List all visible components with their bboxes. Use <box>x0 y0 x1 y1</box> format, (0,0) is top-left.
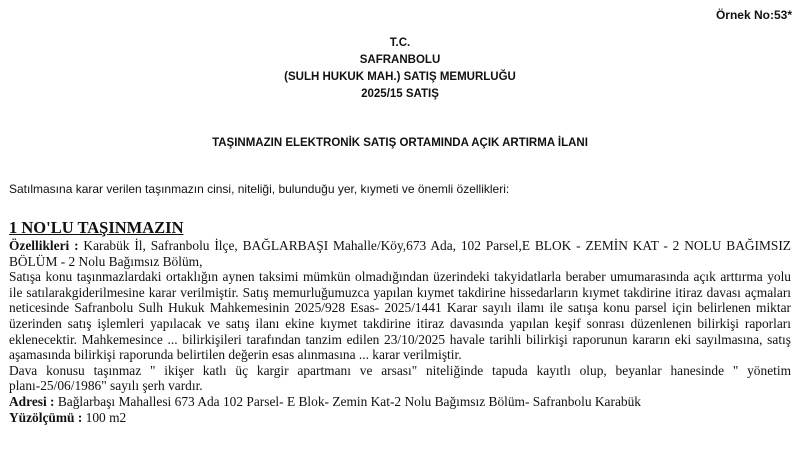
area-text: 100 m2 <box>82 409 127 425</box>
header-tc: T.C. <box>389 37 411 49</box>
notice-title: TAŞINMAZIN ELEKTRONİK SATIŞ ORTAMINDA AÇIK ARTIRMA İLANI <box>212 137 588 149</box>
property-description-1: Satışa konu taşınmazlardaki ortaklığın aynen taksimi mümkün olmadığından üzerindeki takyidatlarla beraber umumarasında açık arttırma yolu ile satılarakgiderilmesine karar verilmiştir. Satış memurluğumuzca yapılan kıymet takdirine hissedarların kıymet takdirine itiraz davası açmaları neticesinde Safranbolu Sulh Hukuk Mahkemesinin 2025/928 Esas- 2025/1441 Karar sayılı ilamı ile satışa konu parsel için belirlenen miktar üzerinden satış işlemleri yapılacak ve satış ilanı ekine kıymet takdirine itiraz davasında yapılan keşif sonrası düzenlenen bilirkişi raporları eklenecektir. Mahkemesince ... bilirkişileri tarafından tanzim edilen 23/10/2025 havale tarihli bilirkişi raporunun kararın eki sayılmasına, satış aşamasında bilirkişi raporunda belirtilen değerin esas alınmasına ... karar verilmiştir. <box>9 269 791 363</box>
intro-text: Satılmasına karar verilen taşınmazın cinsi, niteliği, bulunduğu yer, kıymeti ve önemli özellikleri: <box>9 182 510 196</box>
header-office: (SULH HUKUK MAH.) SATIŞ MEMURLUĞU <box>284 71 516 83</box>
office-header <box>0 35 800 103</box>
property-area <box>9 410 791 426</box>
address-label: Adresi : <box>9 393 55 409</box>
header-case-number: 2025/15 SATIŞ <box>361 88 439 100</box>
area-label: Yüzölçümü : <box>9 409 83 425</box>
sample-number: Örnek No:53* <box>715 8 792 22</box>
address-text: Bağlarbaşı Mahallesi 673 Ada 102 Parsel- E Blok- Zemin Kat-2 Nolu Bağımsız Bölüm- Safranbolu Karabük <box>54 393 641 409</box>
features-text: Karabük İl, Safranbolu İlçe, BAĞLARBAŞI Mahalle/Köy,673 Ada, 102 Parsel,E BLOK - ZEMİN KAT - 2 NOLU BAĞIMSIZ BÖLÜM - 2 Nolu Bağımsız Bölüm, <box>9 238 791 269</box>
property-features <box>9 238 791 269</box>
property-description-2: Dava konusu taşınmaz " ikişer katlı üç kargir apartmanı ve arsası" niteliğinde tapuda kayıtlı olup, beyanlar hanesinde " yönetim planı-25/06/1986" sayılı şerh vardır. <box>9 362 791 394</box>
header-city: SAFRANBOLU <box>359 54 441 66</box>
features-label: Özellikleri : <box>9 238 79 253</box>
property-heading: 1 NO'LU TAŞINMAZIN <box>9 218 184 237</box>
property-section <box>9 218 791 425</box>
property-address <box>9 394 791 410</box>
